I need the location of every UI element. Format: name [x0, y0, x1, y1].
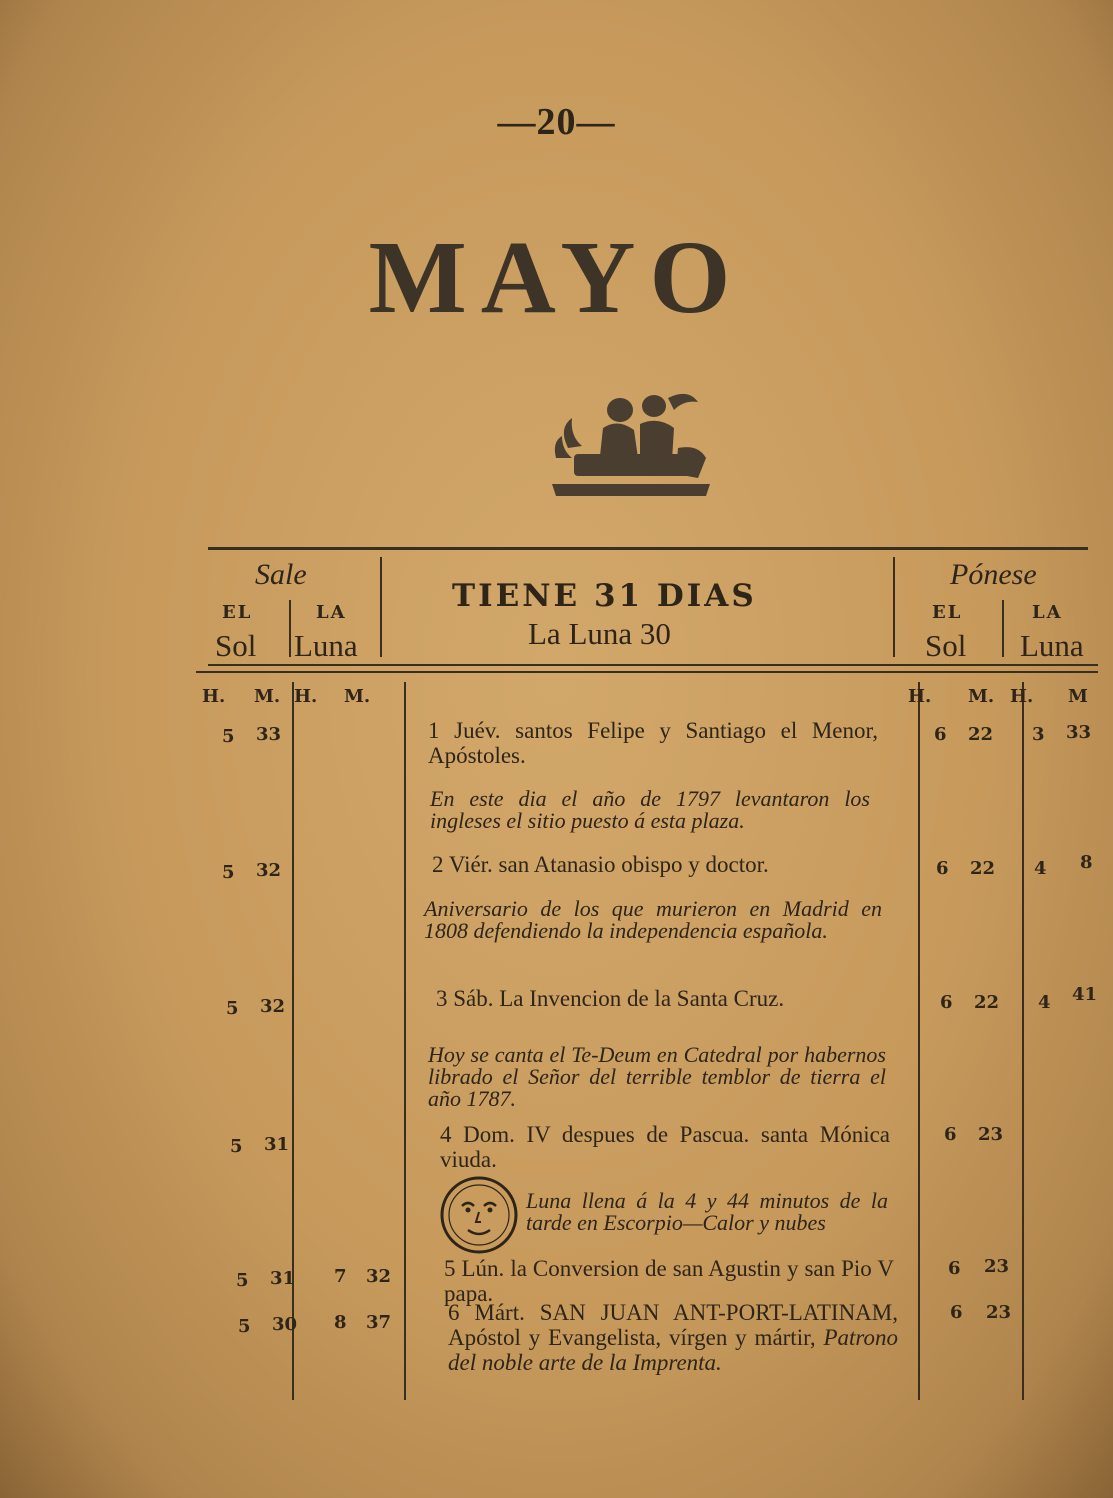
hour-label: H. [202, 686, 226, 707]
rise-moon-hour: 8 [334, 1312, 347, 1333]
rise-moon-minute: 32 [366, 1266, 392, 1287]
set-moon-minute: 41 [1072, 984, 1098, 1005]
set-sun-word: Sol [925, 628, 967, 663]
set-sun-minute: 22 [974, 992, 1000, 1013]
set-moon-hour: 3 [1032, 724, 1045, 745]
hour-label: H. [908, 686, 932, 707]
set-sun-hour: 6 [940, 992, 953, 1013]
set-moon-minute: 33 [1066, 722, 1092, 743]
rise-sun-hour: 5 [236, 1270, 249, 1291]
set-sun-minute: 23 [984, 1256, 1010, 1277]
rise-sun-minute: 30 [272, 1314, 298, 1335]
set-sun-hour: 6 [948, 1258, 961, 1279]
rise-sun-minute: 32 [256, 860, 282, 881]
moon-phase-note: Luna llena á la 4 y 44 minutos de la tarde en Escorpio—Calor y nubes [526, 1188, 888, 1235]
rise-sun-minute: 33 [256, 724, 282, 745]
rise-sun-minute: 31 [270, 1268, 296, 1289]
rise-sun-hour: 5 [226, 998, 239, 1019]
minute-label: M [1068, 686, 1088, 707]
set-sun-minute: 22 [968, 724, 994, 745]
rise-sun-hour: 5 [238, 1316, 251, 1337]
header-rule-2 [196, 671, 1098, 673]
rise-sun-minute: 31 [264, 1134, 290, 1155]
day-entry-italic: Patrono del noble arte de la Imprenta. [448, 1325, 899, 1375]
rise-sun-minute: 32 [260, 996, 286, 1017]
day-entry-text: 6 Márt. SAN JUAN ANT-PORT-LATINAM, Apóstol y Evangelista, vírgen y mártir, [448, 1300, 898, 1350]
col-divider [918, 682, 920, 1400]
set-moon-minute: 8 [1080, 852, 1093, 873]
hour-label: H. [1010, 686, 1034, 707]
rise-moon-hour: 7 [334, 1266, 347, 1287]
day-entry: 4 Dom. IV despues de Pascua. santa Mónica viuda. [440, 1122, 890, 1172]
set-sun-minute: 23 [986, 1302, 1012, 1323]
rise-moon-minute: 37 [366, 1312, 392, 1333]
minute-label: M. [254, 686, 281, 707]
table-top-rule [208, 547, 1088, 550]
day-entry: 1 Juév. santos Felipe y Santiago el Menor, Apóstoles. [428, 718, 878, 768]
days-title: TIENE 31 DIAS [452, 578, 757, 614]
header-rule [208, 664, 1098, 666]
day-entry: 2 Viér. san Atanasio obispo y doctor. [432, 852, 769, 877]
day-note: En este dia el año de 1797 levantaron los ingleses el sitio puesto á esta plaza. [430, 786, 870, 833]
set-sun-minute: 22 [970, 858, 996, 879]
set-sun-hour: 6 [950, 1302, 963, 1323]
hour-label: H. [294, 686, 318, 707]
set-sun-minute: 23 [978, 1124, 1004, 1145]
col-divider [289, 600, 291, 657]
day-note: Aniversario de los que murieron en Madrid en 1808 defendiendo la independencia española. [424, 896, 882, 943]
rise-sun-hour: 5 [222, 726, 235, 747]
minute-label: M. [968, 686, 995, 707]
set-moon-label: LA [1032, 602, 1063, 623]
rise-moon-word: Luna [294, 628, 358, 663]
set-moon-hour: 4 [1038, 992, 1051, 1013]
col-divider [1022, 682, 1024, 1400]
col-divider [893, 557, 895, 657]
minute-label: M. [344, 686, 371, 707]
set-moon-hour: 4 [1034, 858, 1047, 879]
rise-sun-hour: 5 [230, 1136, 243, 1157]
col-divider [1002, 600, 1004, 657]
day-note: Hoy se canta el Te-Deum en Catedral por habernos librado el Señor del terrible temblor de tierra el año 1787. [428, 1042, 886, 1111]
rise-sun-label: EL [222, 602, 253, 623]
set-label: Pónese [950, 558, 1037, 591]
set-moon-word: Luna [1020, 628, 1084, 663]
page-number: —20— [497, 101, 616, 143]
rise-moon-label: LA [316, 602, 347, 623]
cherubs-vignette-icon [548, 388, 714, 500]
moon-days: La Luna 30 [528, 616, 671, 651]
day-entry: 3 Sáb. La Invencion de la Santa Cruz. [436, 986, 785, 1011]
set-sun-label: EL [932, 602, 963, 623]
full-moon-icon [438, 1174, 520, 1256]
set-sun-hour: 6 [934, 724, 947, 745]
rise-sun-word: Sol [215, 628, 257, 663]
set-sun-hour: 6 [944, 1124, 957, 1145]
rise-label: Sale [255, 558, 307, 591]
day-entry: 5 Lún. la Conversion de san Agustin y san Pio V papa. [444, 1256, 894, 1306]
month-title: MAYO [368, 220, 745, 335]
set-sun-hour: 6 [936, 858, 949, 879]
col-divider [292, 682, 294, 1400]
col-divider [404, 682, 406, 1400]
day-entry [448, 1300, 898, 1375]
rise-sun-hour: 5 [222, 862, 235, 883]
col-divider [380, 557, 382, 657]
